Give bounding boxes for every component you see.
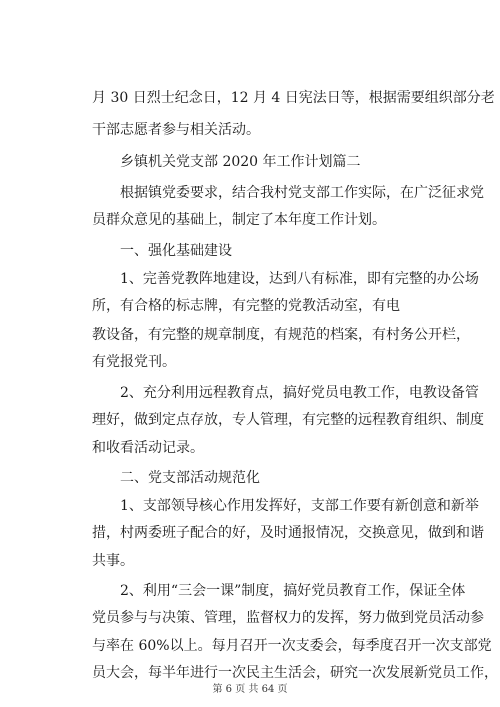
text-line-21: 员大会，每半年进行一次民主生活会，研究一次发展新党员工作，	[92, 665, 498, 681]
text-line-5: 员群众意见的基础上，制定了本年度工作计划。	[92, 212, 386, 228]
text-line-17: 共事。	[92, 553, 134, 569]
text-line-7: 1、完善党教阵地建设，达到八有标准，即有完整的办公场	[120, 271, 479, 287]
text-line-8: 所，有合格的标志牌，有完整的党教活动室，有电	[92, 298, 400, 314]
text-line-19: 党员参与与决策、管理，监督权力的发挥，努力做到党员活动参	[92, 610, 484, 626]
text-line-11: 2、充分利用远程教育点，搞好党员电教工作，电教设备管	[120, 385, 479, 401]
section-heading-1: 一、强化基础建设	[120, 243, 232, 259]
text-line-1: 月 30 日烈士纪念日，12 月 4 日宪法日等，根据需要组织部分老	[92, 90, 495, 106]
text-line-4: 根据镇党委要求，结合我村党支部工作实际，在广泛征求党	[120, 185, 484, 201]
heading-line: 乡镇机关党支部 2020 年工作计划篇二	[120, 154, 361, 170]
text-line-12: 理好，做到定点存放，专人管理，有完整的远程教育组织、制度	[92, 412, 484, 428]
text-line-2: 干部志愿者参与相关活动。	[92, 122, 260, 138]
text-line-9: 教设备，有完整的规章制度，有规范的档案，有村务公开栏，	[92, 327, 470, 343]
text-line-15: 1、支部领导核心作用发挥好，支部工作要有新创意和新举	[120, 498, 479, 514]
page-footer: 第 6 页 共 64 页	[212, 684, 288, 695]
section-heading-2: 二、党支部活动规范化	[120, 470, 260, 486]
text-line-18: 2、利用“三会一课”制度，搞好党员教育工作，保证全体	[120, 583, 466, 599]
text-line-16: 措，村两委班子配合的好，及时通报情况，交换意见，做到和谐	[92, 525, 484, 541]
text-line-10: 有党报党刊。	[92, 354, 176, 370]
text-line-20: 与率在 60%以上。每月召开一次支委会，每季度召开一次支部党	[92, 638, 492, 654]
text-line-13: 和收看活动记录。	[92, 440, 204, 456]
